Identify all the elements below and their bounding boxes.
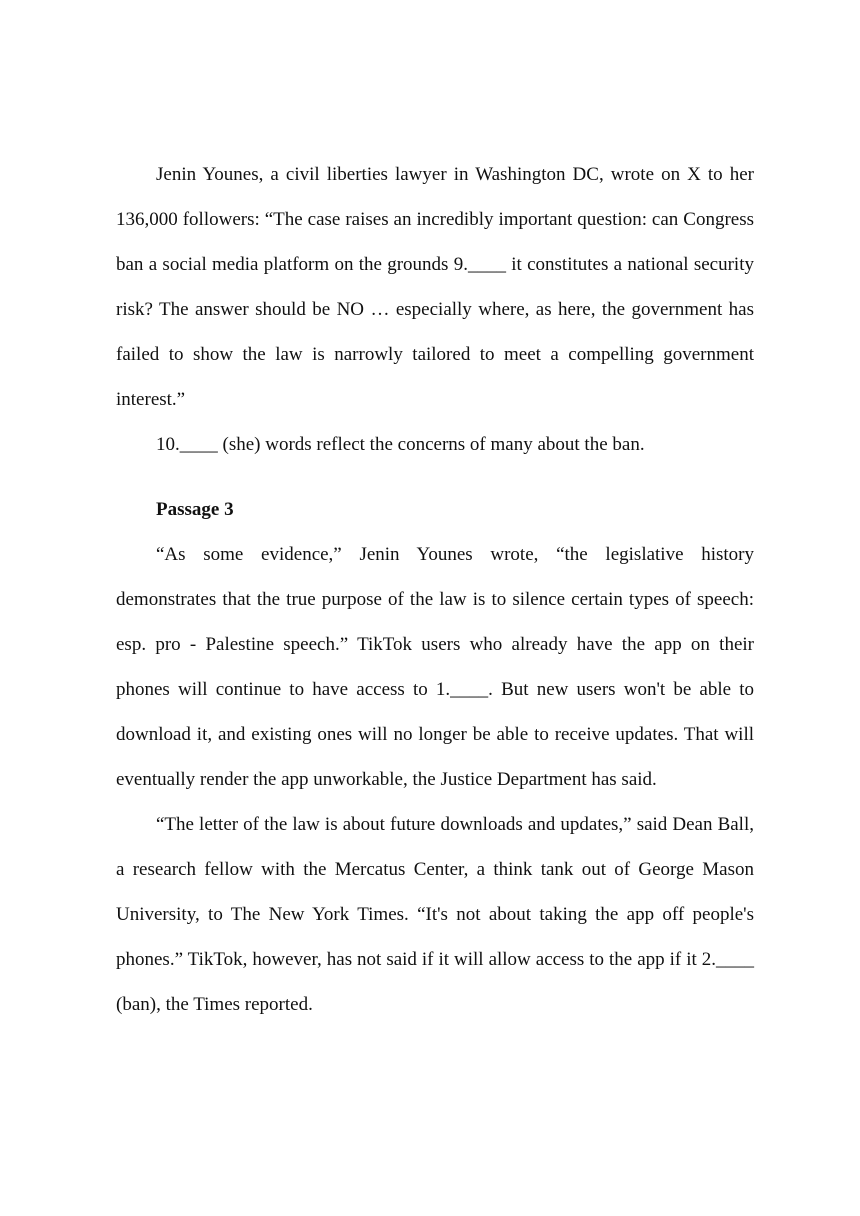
paragraph-she-words: 10.____ (she) words reflect the concerns of many about the ban. xyxy=(156,434,645,455)
passage-heading: Passage 3 xyxy=(156,499,234,520)
paragraph-dean-ball: “The letter of the law is about future downloads and updates,” said Dean Ball, a research fellow with the Mercatus Center, a think tank out of George Mason University, to The New York Times. “It's not about taking the app off people's phones.” TikTok, however, has not said if it will allow access to the app if it 2.____ (ban), the Times reported. xyxy=(116,814,754,1015)
paragraph-legislative-history: “As some evidence,” Jenin Younes wrote, “the legislative history demonstrates that the true purpose of the law is to silence certain types of speech: esp. pro - Palestine speech.” TikTok users who already have the app on their phones will continue to have access to 1.____. But new users won't be able to download it, and existing ones will no longer be able to receive updates. That will eventually render the app unworkable, the Justice Department has said. xyxy=(116,544,754,790)
paragraph-younes-quote: Jenin Younes, a civil liberties lawyer in Washington DC, wrote on X to her 136,000 followers: “The case raises an incredibly important question: can Congress ban a social media platform on the grounds 9.____ it constitutes a national security risk? The answer should be NO … especially where, as here, the government has failed to show the law is narrowly tailored to meet a compelling government interest.” xyxy=(116,164,754,410)
document-page xyxy=(116,152,754,1027)
